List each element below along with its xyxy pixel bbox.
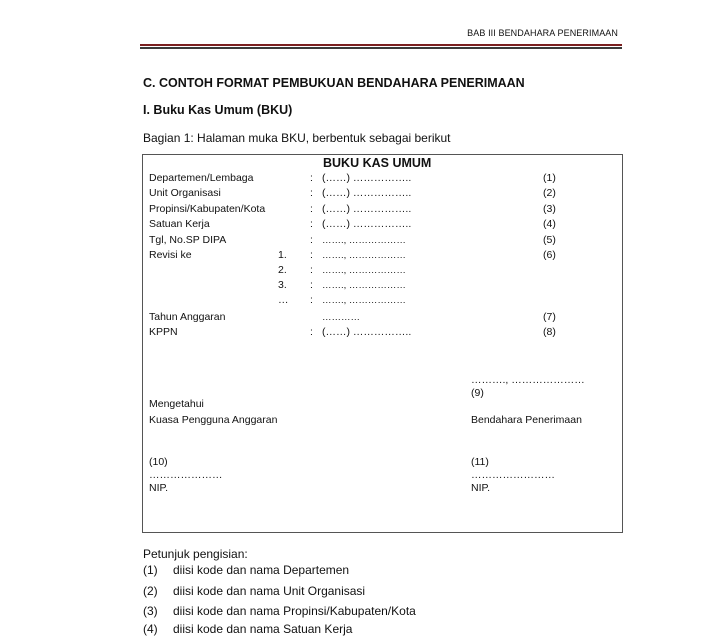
- row-number: (3): [543, 203, 556, 215]
- revisi-sub-number: …: [278, 294, 289, 306]
- revisi-sub-colon: :: [310, 294, 313, 306]
- section-c-heading: C. CONTOH FORMAT PEMBUKUAN BENDAHARA PENERIMAAN: [143, 76, 525, 90]
- row-value: ……., ………………: [322, 250, 406, 261]
- kppn-number: (8): [543, 326, 556, 338]
- petunjuk-title: Petunjuk pengisian:: [143, 547, 248, 561]
- kpa-label: Kuasa Pengguna Anggaran: [149, 414, 278, 426]
- petunjuk-item-text: diisi kode dan nama Departemen: [173, 563, 350, 577]
- petunjuk-item-text: diisi kode dan nama Propinsi/Kabupaten/Kota: [173, 604, 416, 618]
- row-number: (2): [543, 187, 556, 199]
- kppn-label: KPPN: [149, 326, 178, 338]
- header-rule-bottom: [140, 47, 622, 49]
- tahun-anggaran-label: Tahun Anggaran: [149, 311, 226, 323]
- section-i-heading: I. Buku Kas Umum (BKU): [143, 103, 293, 117]
- row-label: Unit Organisasi: [149, 187, 221, 199]
- revisi-sub-value: ……., ………………: [322, 295, 406, 306]
- petunjuk-item-number: (4): [143, 622, 158, 636]
- row-colon: :: [310, 172, 313, 184]
- date-number: (9): [471, 387, 484, 399]
- kpa-signature-line: …………………: [149, 469, 223, 481]
- row-value: (……) ……………..: [322, 172, 412, 184]
- row-value: (……) ……………..: [322, 218, 412, 230]
- row-label: Revisi ke: [149, 249, 192, 261]
- kpa-nip: NIP.: [149, 482, 169, 494]
- row-label: Satuan Kerja: [149, 218, 210, 230]
- row-colon: :: [310, 218, 313, 230]
- header-rule-top: [140, 44, 622, 46]
- row-colon: :: [310, 203, 313, 215]
- date-line: ………., …………………: [471, 374, 585, 386]
- row-colon: :: [310, 249, 313, 261]
- petunjuk-item-number: (2): [143, 584, 158, 598]
- revisi-sub-number: 1.: [278, 249, 287, 261]
- petunjuk-item-number: (1): [143, 563, 158, 577]
- kppn-value: (……) ……………..: [322, 326, 412, 338]
- row-colon: :: [310, 234, 313, 246]
- row-value: ……., ………………: [322, 235, 406, 246]
- bendahara-label: Bendahara Penerimaan: [471, 414, 582, 426]
- bendahara-nip: NIP.: [471, 482, 491, 494]
- bendahara-signature-number: (11): [471, 456, 489, 468]
- tahun-anggaran-value: …………: [322, 312, 360, 323]
- petunjuk-item-number: (3): [143, 604, 158, 618]
- revisi-sub-number: 2.: [278, 264, 287, 276]
- page-header: BAB III BENDAHARA PENERIMAAN: [467, 28, 618, 38]
- tahun-anggaran-number: (7): [543, 311, 556, 323]
- row-number: (5): [543, 234, 556, 246]
- bendahara-signature-line: ……………………: [471, 469, 555, 481]
- petunjuk-item-text: diisi kode dan nama Unit Organisasi: [173, 584, 366, 598]
- row-label: Tgl, No.SP DIPA: [149, 234, 227, 246]
- revisi-sub-colon: :: [310, 264, 313, 276]
- row-number: (1): [543, 172, 556, 184]
- revisi-sub-value: ……., ………………: [322, 265, 406, 276]
- row-number: (6): [543, 249, 556, 261]
- bagian-text: Bagian 1: Halaman muka BKU, berbentuk sebagai berikut: [143, 131, 451, 145]
- mengetahui-label: Mengetahui: [149, 398, 204, 410]
- row-value: (……) ……………..: [322, 203, 412, 215]
- row-label: Propinsi/Kabupaten/Kota: [149, 203, 266, 215]
- petunjuk-item-text: diisi kode dan nama Satuan Kerja: [173, 622, 353, 636]
- row-label: Departemen/Lembaga: [149, 172, 254, 184]
- bku-form-title: BUKU KAS UMUM: [323, 156, 432, 170]
- kppn-colon: :: [310, 326, 313, 338]
- revisi-sub-number: 3.: [278, 279, 287, 291]
- revisi-sub-colon: :: [310, 279, 313, 291]
- kpa-signature-number: (10): [149, 456, 168, 468]
- row-value: (……) ……………..: [322, 187, 412, 199]
- row-number: (4): [543, 218, 556, 230]
- revisi-sub-value: ……., ………………: [322, 280, 406, 291]
- row-colon: :: [310, 187, 313, 199]
